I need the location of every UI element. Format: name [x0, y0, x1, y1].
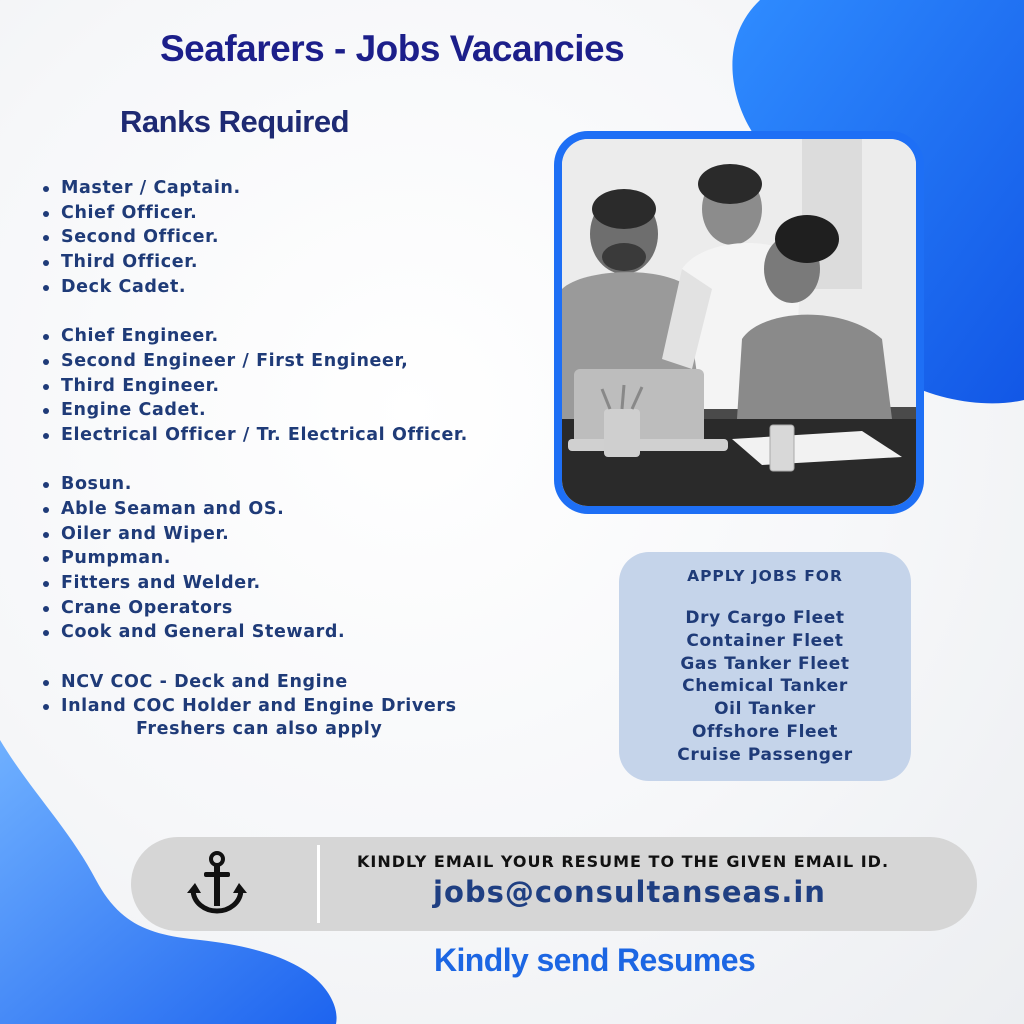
list-item: Cruise Passenger [677, 744, 853, 765]
contact-bar [131, 837, 977, 931]
anchor-icon [187, 851, 247, 915]
list-item: Engine Cadet. [40, 398, 560, 423]
list-item: Dry Cargo Fleet [685, 608, 845, 628]
list-item: Cook and General Steward. [40, 620, 560, 645]
list-item: Third Engineer. [40, 374, 560, 399]
list-item: Oiler and Wiper. [40, 522, 560, 547]
list-item: Fitters and Welder. [40, 571, 560, 596]
list-item: Pumpman. [40, 546, 560, 571]
list-item: Bosun. [40, 472, 560, 497]
team-illustration [562, 139, 916, 506]
list-item: Oil Tanker [714, 699, 816, 720]
deck-ranks [40, 176, 560, 300]
divider [317, 845, 320, 923]
other-ranks [40, 670, 560, 719]
list-item: Crane Operators [40, 596, 560, 621]
list-item: Deck Cadet. [40, 275, 560, 300]
email-instruction: KINDLY EMAIL YOUR RESUME TO THE GIVEN EMAIL ID. [357, 852, 890, 871]
list-item: Offshore Fleet [691, 721, 838, 742]
fleet-list [619, 607, 911, 767]
list-item: Chemical Tanker [682, 676, 848, 697]
apply-title: APPLY JOBS FOR [687, 567, 843, 585]
list-item: Master / Captain. [40, 176, 560, 201]
list-item: Chief Officer. [40, 201, 560, 226]
engine-ranks [40, 324, 560, 448]
team-photo [562, 139, 916, 506]
ranks-heading: Ranks Required [120, 104, 350, 139]
list-item: Chief Engineer. [40, 324, 560, 349]
email-link[interactable]: jobs@consultanseas.in [433, 875, 826, 909]
list-item: Container Fleet [686, 630, 844, 651]
page-title: Seafarers - Jobs Vacancies [160, 28, 625, 69]
list-item: Electrical Officer / Tr. Electrical Officer. [40, 423, 560, 448]
list-item: NCV COC - Deck and Engine [40, 670, 560, 695]
list-item: Able Seaman and OS. [40, 497, 560, 522]
ranks-list [40, 176, 560, 744]
list-item: Inland COC Holder and Engine Drivers [40, 694, 560, 719]
apply-jobs-box [619, 552, 911, 781]
rating-ranks [40, 472, 560, 645]
list-item: Third Officer. [40, 250, 560, 275]
list-item: Second Officer. [40, 225, 560, 250]
photo-frame [554, 131, 924, 514]
freshers-note: Freshers can also apply [136, 719, 383, 739]
list-item: Second Engineer / First Engineer, [40, 349, 560, 374]
list-item: Gas Tanker Fleet [680, 653, 850, 674]
footer-text: Kindly send Resumes [434, 942, 756, 978]
